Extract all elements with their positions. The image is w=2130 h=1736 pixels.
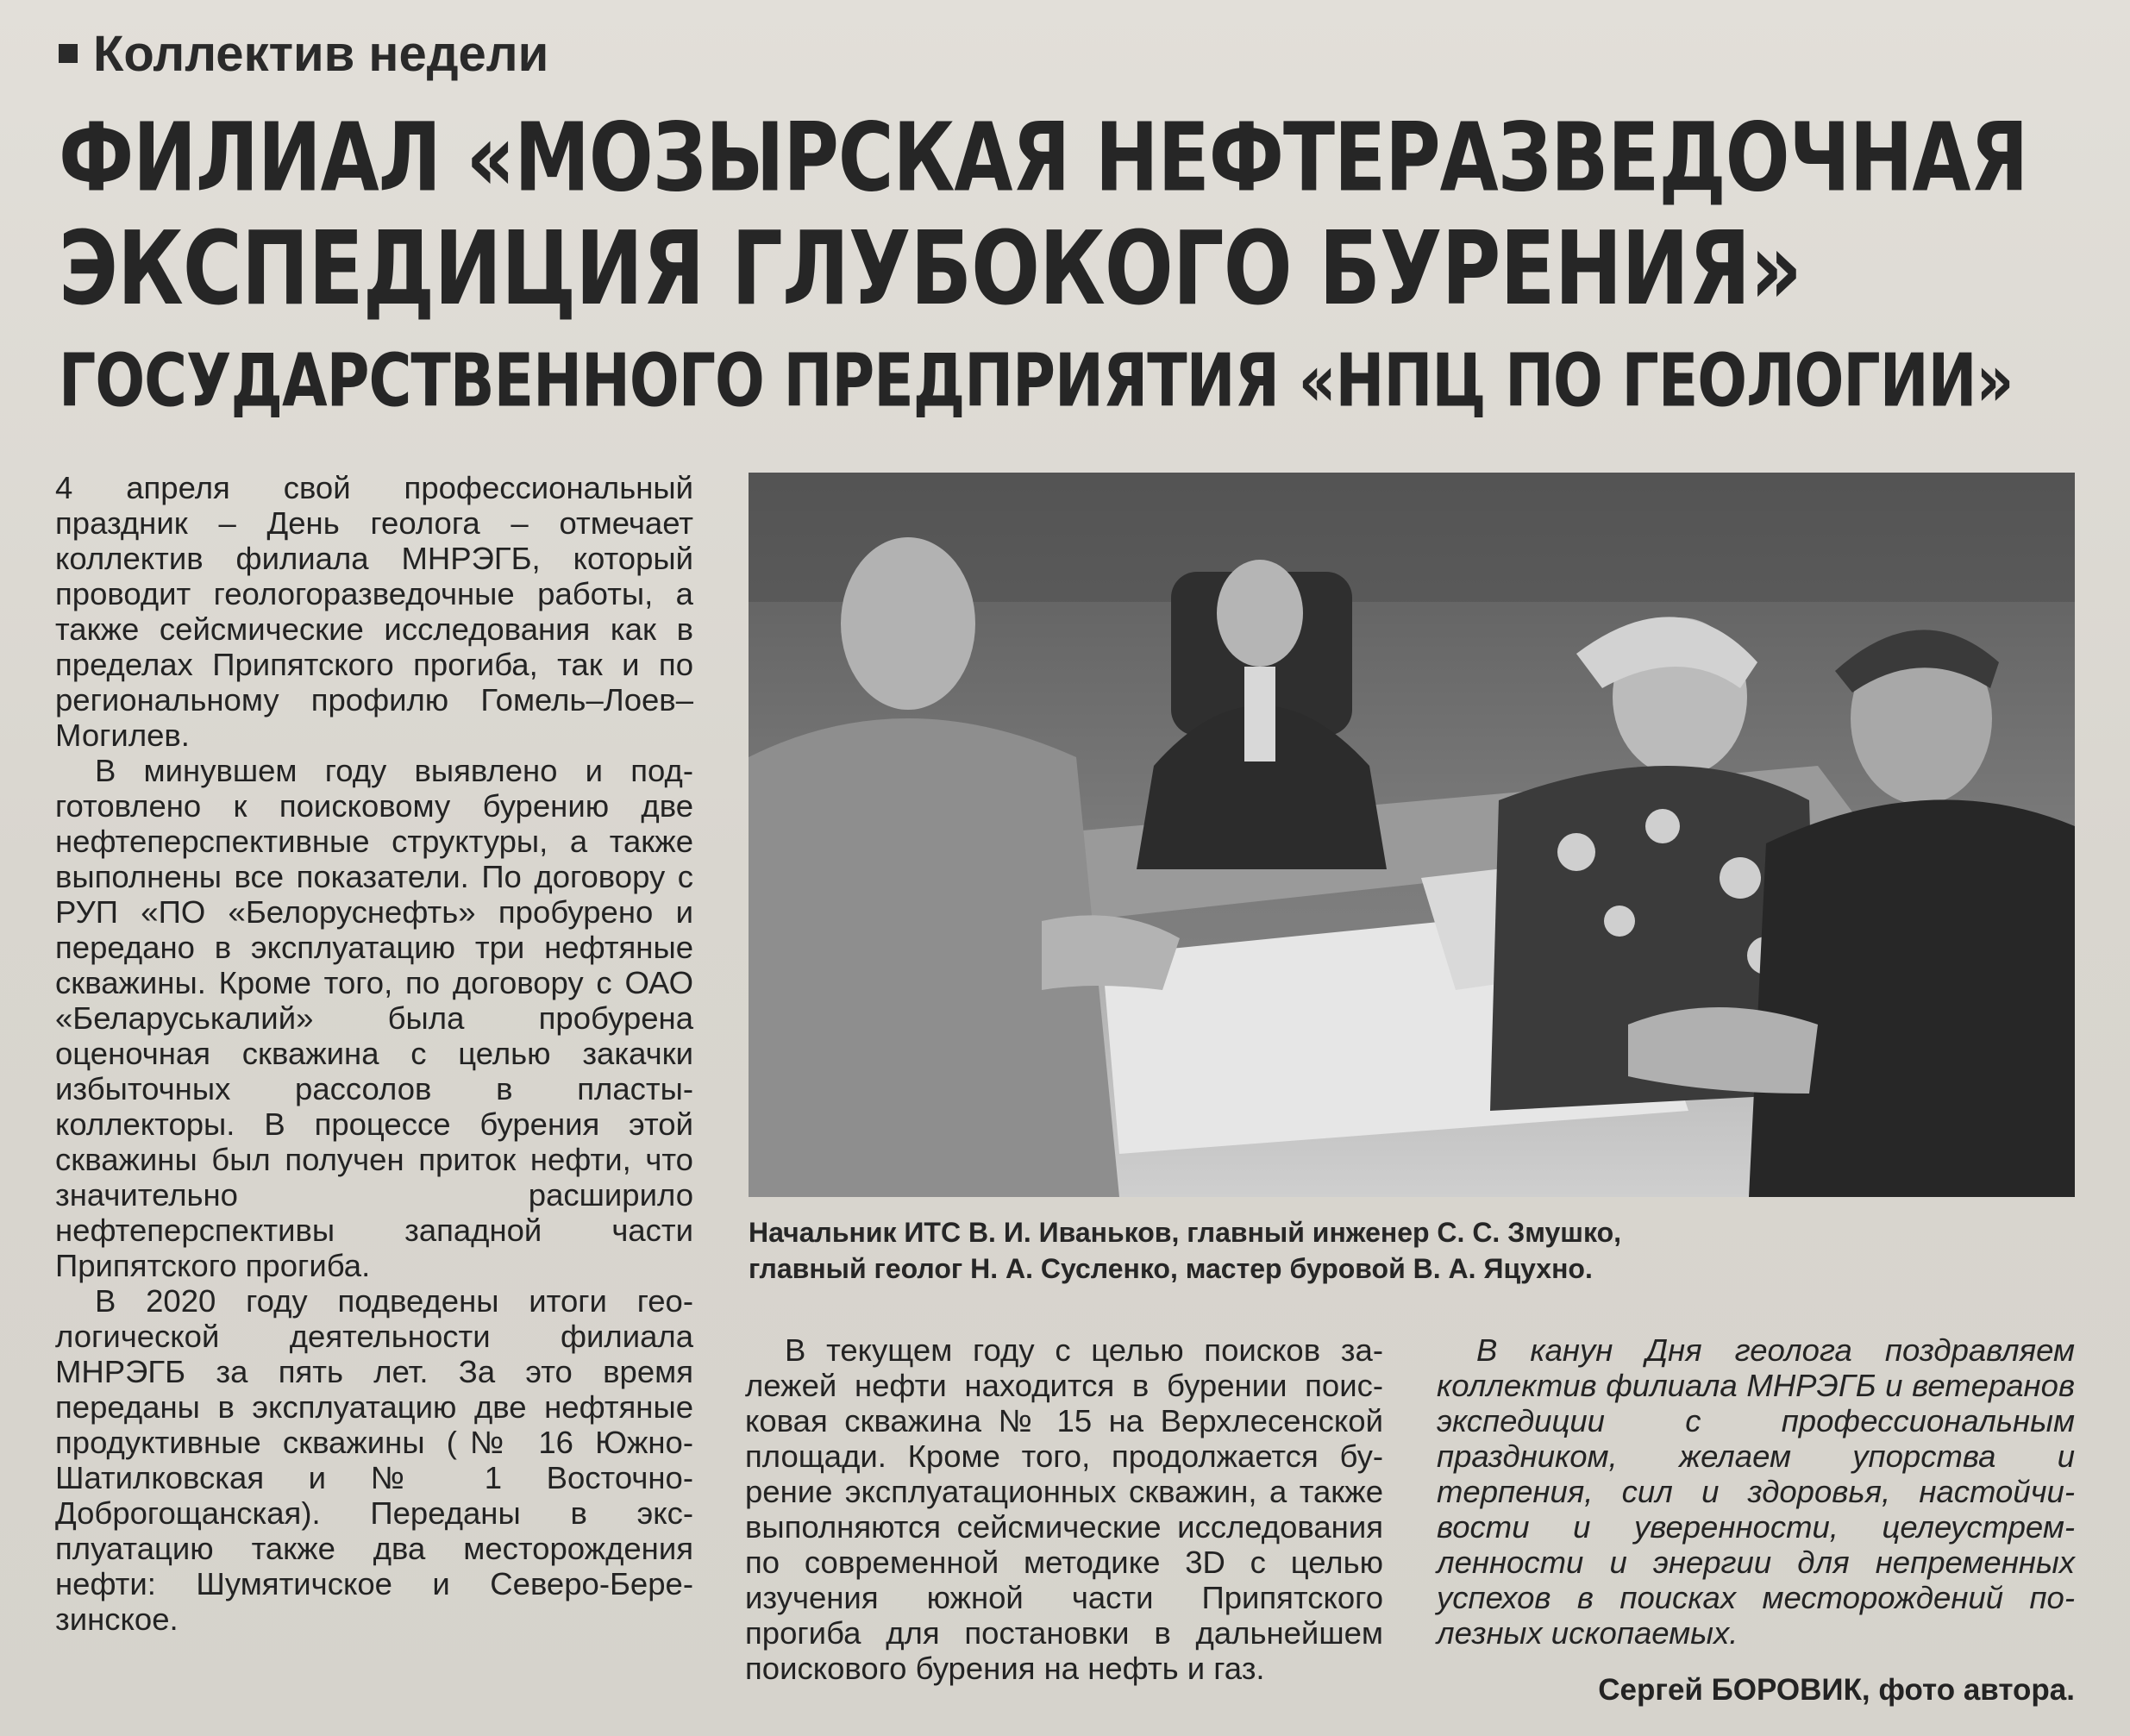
paragraph: В канун Дня геолога поздравляем коллектив филиала МНРЭГБ и ветеранов экспедиции с профессиональным праздником, желаем упорства и терпения, сил и здоровья, настойчивости и уверенности, целеустремленности и энергии для непременных успехов в поисках месторождений полезных ископаемых.	[1437, 1332, 2075, 1651]
paragraph: В текущем году с целью поисков залежей нефти находится в бурении поисковая скважина № 15 на Верхлесенской площади. Кроме того, продолжается бурение эксплуатационных скважин, а также выполняются сейсмические исследования по современной методике 3D с целью изучения южной части Припятского прогиба для постановки в дальнейшем поискового бурения на нефть и газ.	[745, 1332, 1383, 1686]
article-column-3-greeting	[1437, 1332, 2075, 1651]
photo-illustration	[749, 473, 2075, 1197]
paragraph: В 2020 году подведены итоги геологической деятельности филиала МНРЭГБ за пять лет. За это время переданы в эксплуатацию две нефтяные продуктивные скважины (№ 16 Южно-Шатилковская и № 1 Восточно-Доброгощанская). Переданы в эксплуатацию также два месторождения нефти: Шумятичское и Северо-Березинское.	[55, 1283, 693, 1637]
caption-line-1: Начальник ИТС В. И. Иваньков, главный инженер С. С. Змушко,	[749, 1217, 1621, 1248]
paragraph: 4 апреля свой профессиональный праздник – День геолога – отмечает коллектив филиала МНРЭГБ, который проводит геологоразведочные работы, а также сейсмические исследования как в пределах Припятского прогиба, так и по региональному профилю Гомель–Лоев–Могилев.	[55, 470, 693, 753]
rubric-label: Коллектив недели	[93, 25, 549, 82]
author-signature: Сергей БОРОВИК, фото автора.	[1598, 1673, 2075, 1707]
caption-line-2: главный геолог Н. А. Сусленко, мастер буровой В. А. Яцухно.	[749, 1253, 1593, 1284]
article-column-2	[745, 1332, 1383, 1686]
rubric-heading	[59, 19, 548, 88]
headline-line-1: ФИЛИАЛ «МОЗЫРСКАЯ НЕФТЕРАЗВЕДОЧНАЯ	[59, 102, 2028, 213]
headline-line-3: ГОСУДАРСТВЕННОГО ПРЕДПРИЯТИЯ «НПЦ ПО ГЕОЛОГИИ»	[59, 339, 2014, 424]
article-column-1	[55, 470, 693, 1637]
paragraph: В минувшем году выявлено и подготовлено к поисковому бурению две нефтеперспективные структуры, а также выполнены все показатели. По договору с РУП «ПО «Белоруснефть» пробурено и передано в эксплуатацию три нефтяные скважины. Кроме того, по договору с ОАО «Беларуськалий» была пробурена оценочная скважина с целью закачки избыточных рассолов в пласты-коллекторы. В процессе бурения этой скважины был получен приток нефти, что значительно расширило нефтеперспективы западной части Припятского прогиба.	[55, 753, 693, 1283]
photo-caption	[749, 1214, 2075, 1287]
adjacent-page-bleed	[1983, 0, 2130, 483]
article-photo	[749, 473, 2075, 1197]
article-headline	[59, 102, 2068, 438]
rubric-square-bullet-icon	[59, 44, 78, 63]
headline-line-2: ЭКСПЕДИЦИЯ ГЛУБОКОГО БУРЕНИЯ»	[59, 210, 1802, 329]
